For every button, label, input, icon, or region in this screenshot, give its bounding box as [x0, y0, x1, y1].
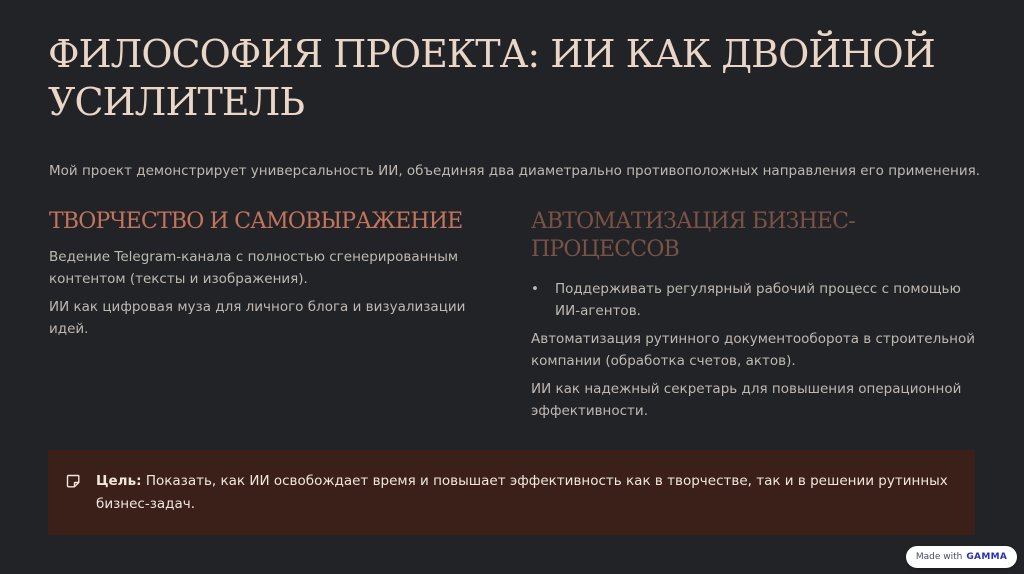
left-column — [49, 208, 489, 346]
right-bullet-list — [531, 278, 981, 322]
goal-body: Показать, как ИИ освобождает время и повышает эффективность как в творчестве, так и в решении рутинных бизнес-задач. — [96, 473, 948, 512]
slide-title: ФИЛОСОФИЯ ПРОЕКТА: ИИ КАК ДВОЙНОЙ УСИЛИТЕЛЬ — [48, 32, 935, 124]
right-paragraph-1: Автоматизация рутинного документооборота в строительной компании (обработка счетов, актов). — [531, 331, 976, 369]
goal-callout — [48, 450, 975, 535]
badge-prefix: Made with — [915, 552, 963, 562]
left-paragraph-2: ИИ как цифровая муза для личного блога и визуализации идей. — [49, 299, 466, 337]
left-paragraph-1: Ведение Telegram-канала с полностью сгенерированным контентом (тексты и изображения). — [49, 249, 459, 287]
gamma-logo: GAMMA — [966, 552, 1008, 562]
list-item — [531, 278, 981, 322]
goal-label: Цель: — [96, 473, 142, 489]
made-with-gamma-badge[interactable] — [906, 546, 1017, 568]
intro-text: Мой проект демонстрирует универсальность ИИ, объединяя два диаметрально противоположных направления его применения. — [49, 163, 981, 179]
right-paragraph-2: ИИ как надежный секретарь для повышения операционной эффективности. — [531, 381, 962, 419]
right-column — [531, 208, 981, 428]
bullet-icon: • — [531, 281, 539, 297]
right-heading: АВТОМАТИЗАЦИЯ БИЗНЕС-ПРОЦЕССОВ — [531, 209, 855, 262]
left-heading: ТВОРЧЕСТВО И САМОВЫРАЖЕНИЕ — [49, 209, 463, 234]
note-icon — [66, 474, 80, 488]
goal-text — [96, 470, 951, 516]
right-bullet-text: Поддерживать регулярный рабочий процесс с помощью ИИ-агентов. — [555, 281, 961, 319]
